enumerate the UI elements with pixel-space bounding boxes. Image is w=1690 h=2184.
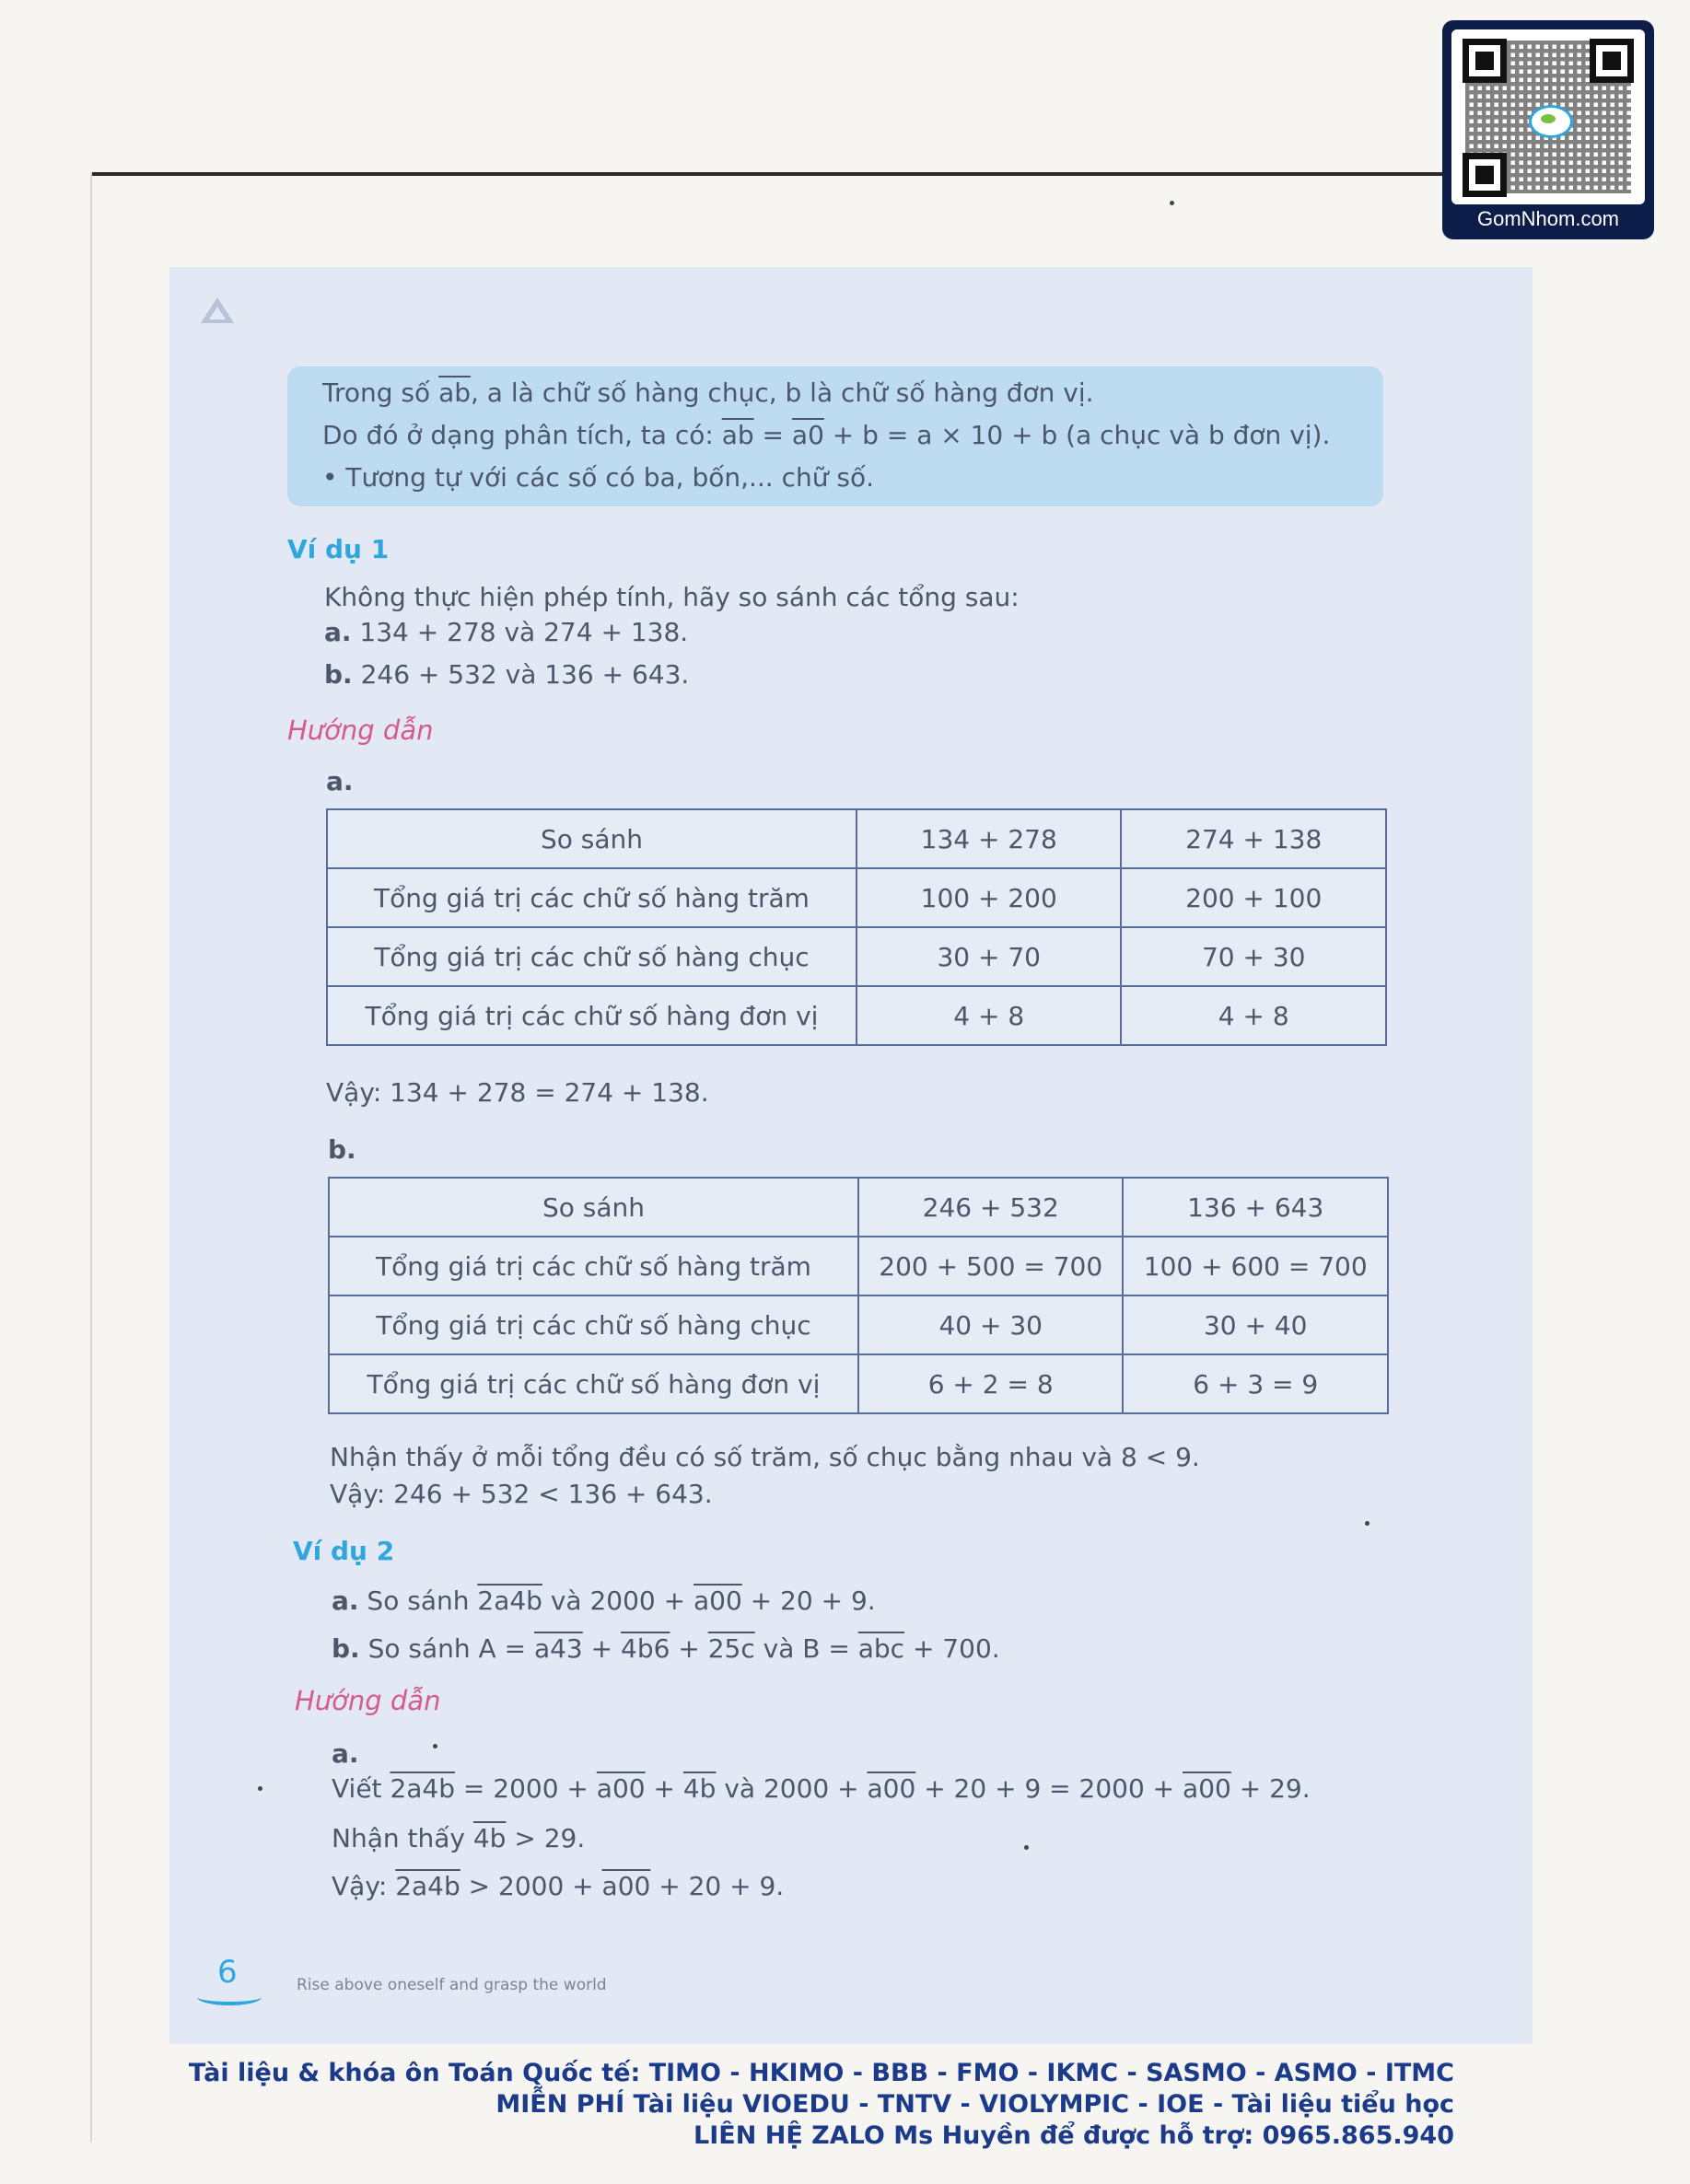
- banner-line-1: Tài liệu & khóa ôn Toán Quốc tế: TIMO - HKIMO - BBB - FMO - IKMC - SASMO - ASMO - ITMC: [188, 2059, 1454, 2087]
- table-row: [329, 1237, 1388, 1295]
- table-row: [327, 868, 1386, 927]
- example-1-part-a: a. 134 + 278 và 274 + 138.: [324, 617, 689, 647]
- note-line-1: Trong số $\overline{ab}$, a là chữ số hàng chục, b là chữ số hàng đơn vị.: [322, 378, 1094, 408]
- example-1-guide-heading: Hướng dẫn: [287, 714, 434, 746]
- qr-code-area: [1451, 29, 1645, 204]
- example-1-prompt: Không thực hiện phép tính, hãy so sánh các tổng sau:: [324, 582, 1020, 612]
- table-cell: So sánh: [327, 809, 857, 868]
- table-cell: 274 + 138: [1121, 809, 1386, 868]
- gomnhom-logo-icon: [1529, 105, 1573, 138]
- example-2-heading: Ví dụ 2: [293, 1536, 395, 1566]
- table-cell: 30 + 70: [857, 927, 1122, 986]
- qr-finder-icon: [1463, 153, 1507, 197]
- example-1-guide-part-b: b.: [328, 1134, 356, 1165]
- scan-speck: [433, 1744, 437, 1748]
- example-2-guide-heading: Hướng dẫn: [295, 1685, 441, 1716]
- comparison-table-b: [328, 1177, 1389, 1414]
- example-1-conclusion-a: Vậy: 134 + 278 = 274 + 138.: [326, 1077, 709, 1108]
- table-cell: Tổng giá trị các chữ số hàng trăm: [329, 1237, 858, 1295]
- table-cell: 200 + 100: [1121, 868, 1386, 927]
- note-line-2: Do đó ở dạng phân tích, ta có: $\overline{ab} = a0 + b = a \times 10 + b$ (a chục và b đơn vị).: [322, 420, 1331, 450]
- comparison-table-a: [326, 808, 1387, 1046]
- table-row: [329, 1178, 1388, 1237]
- table-cell: Tổng giá trị các chữ số hàng chục: [327, 927, 857, 986]
- qr-code-badge[interactable]: [1442, 20, 1654, 239]
- example-2-part-b: b. So sánh A = a43 + 4b6 + 25c và $B = \overline{abc} + 700$.: [332, 1633, 1000, 1664]
- scan-speck: [1024, 1845, 1029, 1850]
- scan-speck: [1365, 1521, 1369, 1526]
- page-number-arc: [197, 1989, 262, 2005]
- table-cell: Tổng giá trị các chữ số hàng trăm: [327, 868, 857, 927]
- table-cell: Tổng giá trị các chữ số hàng chục: [329, 1295, 858, 1354]
- table-cell: 4 + 8: [1121, 986, 1386, 1045]
- table-cell: 246 + 532: [858, 1178, 1124, 1237]
- scan-speck: [1170, 201, 1174, 205]
- table-cell: 136 + 643: [1123, 1178, 1388, 1237]
- example-1-conclusion-b: Vậy: 246 + 532 < 136 + 643.: [330, 1479, 713, 1509]
- table-cell: Tổng giá trị các chữ số hàng đơn vị: [327, 986, 857, 1045]
- table-cell: 40 + 30: [858, 1295, 1124, 1354]
- qr-label: GomNhom.com: [1476, 207, 1620, 230]
- table-cell: 100 + 200: [857, 868, 1122, 927]
- example-1-heading: Ví dụ 1: [287, 534, 390, 564]
- table-cell: 100 + 600 = 700: [1123, 1237, 1388, 1295]
- scan-left-edge: [90, 172, 92, 2143]
- table-cell: 6 + 2 = 8: [858, 1354, 1124, 1413]
- note-line-3: • Tương tự với các số có ba, bốn,... chữ số.: [322, 462, 875, 493]
- table-cell: So sánh: [329, 1178, 858, 1237]
- table-row: [329, 1354, 1388, 1413]
- table-cell: 6 + 3 = 9: [1123, 1354, 1388, 1413]
- table-row: [329, 1295, 1388, 1354]
- example-2-line-1: Viết 2a4b = 2000 + a00 + 4b và 2000 + a00 + 20 + 9 = 2000 + a00 + 29.: [332, 1773, 1311, 1804]
- theory-note-box: [287, 366, 1383, 506]
- qr-finder-icon: [1463, 39, 1507, 83]
- page-slogan: Rise above oneself and grasp the world: [297, 1976, 607, 1994]
- table-cell: 30 + 40: [1123, 1295, 1388, 1354]
- example-2-part-a: a. So sánh 2a4b và 2000 + a00 + 20 + 9.: [332, 1586, 876, 1616]
- page-number: 6: [217, 1954, 238, 1991]
- example-1-observation-b: Nhận thấy ở mỗi tổng đều có số trăm, số chục bằng nhau và 8 < 9.: [330, 1442, 1200, 1472]
- table-cell: 70 + 30: [1121, 927, 1386, 986]
- table-cell: 4 + 8: [857, 986, 1122, 1045]
- qr-finder-icon: [1590, 39, 1634, 83]
- table-row: [327, 809, 1386, 868]
- example-1-guide-part-a: a.: [326, 766, 354, 796]
- example-1-part-b: b. 246 + 532 và 136 + 643.: [324, 659, 690, 690]
- scan-top-edge: [90, 172, 1453, 176]
- triangle-icon: [201, 297, 234, 323]
- table-cell: 200 + 500 = 700: [858, 1237, 1124, 1295]
- table-cell: 134 + 278: [857, 809, 1122, 868]
- table-cell: Tổng giá trị các chữ số hàng đơn vị: [329, 1354, 858, 1413]
- example-2-line-3: Vậy: 2a4b > 2000 + a00 + 20 + 9.: [332, 1871, 785, 1901]
- banner-line-3: LIÊN HỆ ZALO Ms Huyền để được hỗ trợ: 0965.865.940: [693, 2121, 1454, 2150]
- table-row: [327, 927, 1386, 986]
- example-2-guide-part-a: a.: [332, 1738, 359, 1769]
- table-row: [327, 986, 1386, 1045]
- banner-line-2: MIỄN PHÍ Tài liệu VIOEDU - TNTV - VIOLYMPIC - IOE - Tài liệu tiểu học: [495, 2090, 1454, 2119]
- scan-speck: [258, 1786, 262, 1791]
- example-2-line-2: Nhận thấy 4b > 29.: [332, 1823, 586, 1853]
